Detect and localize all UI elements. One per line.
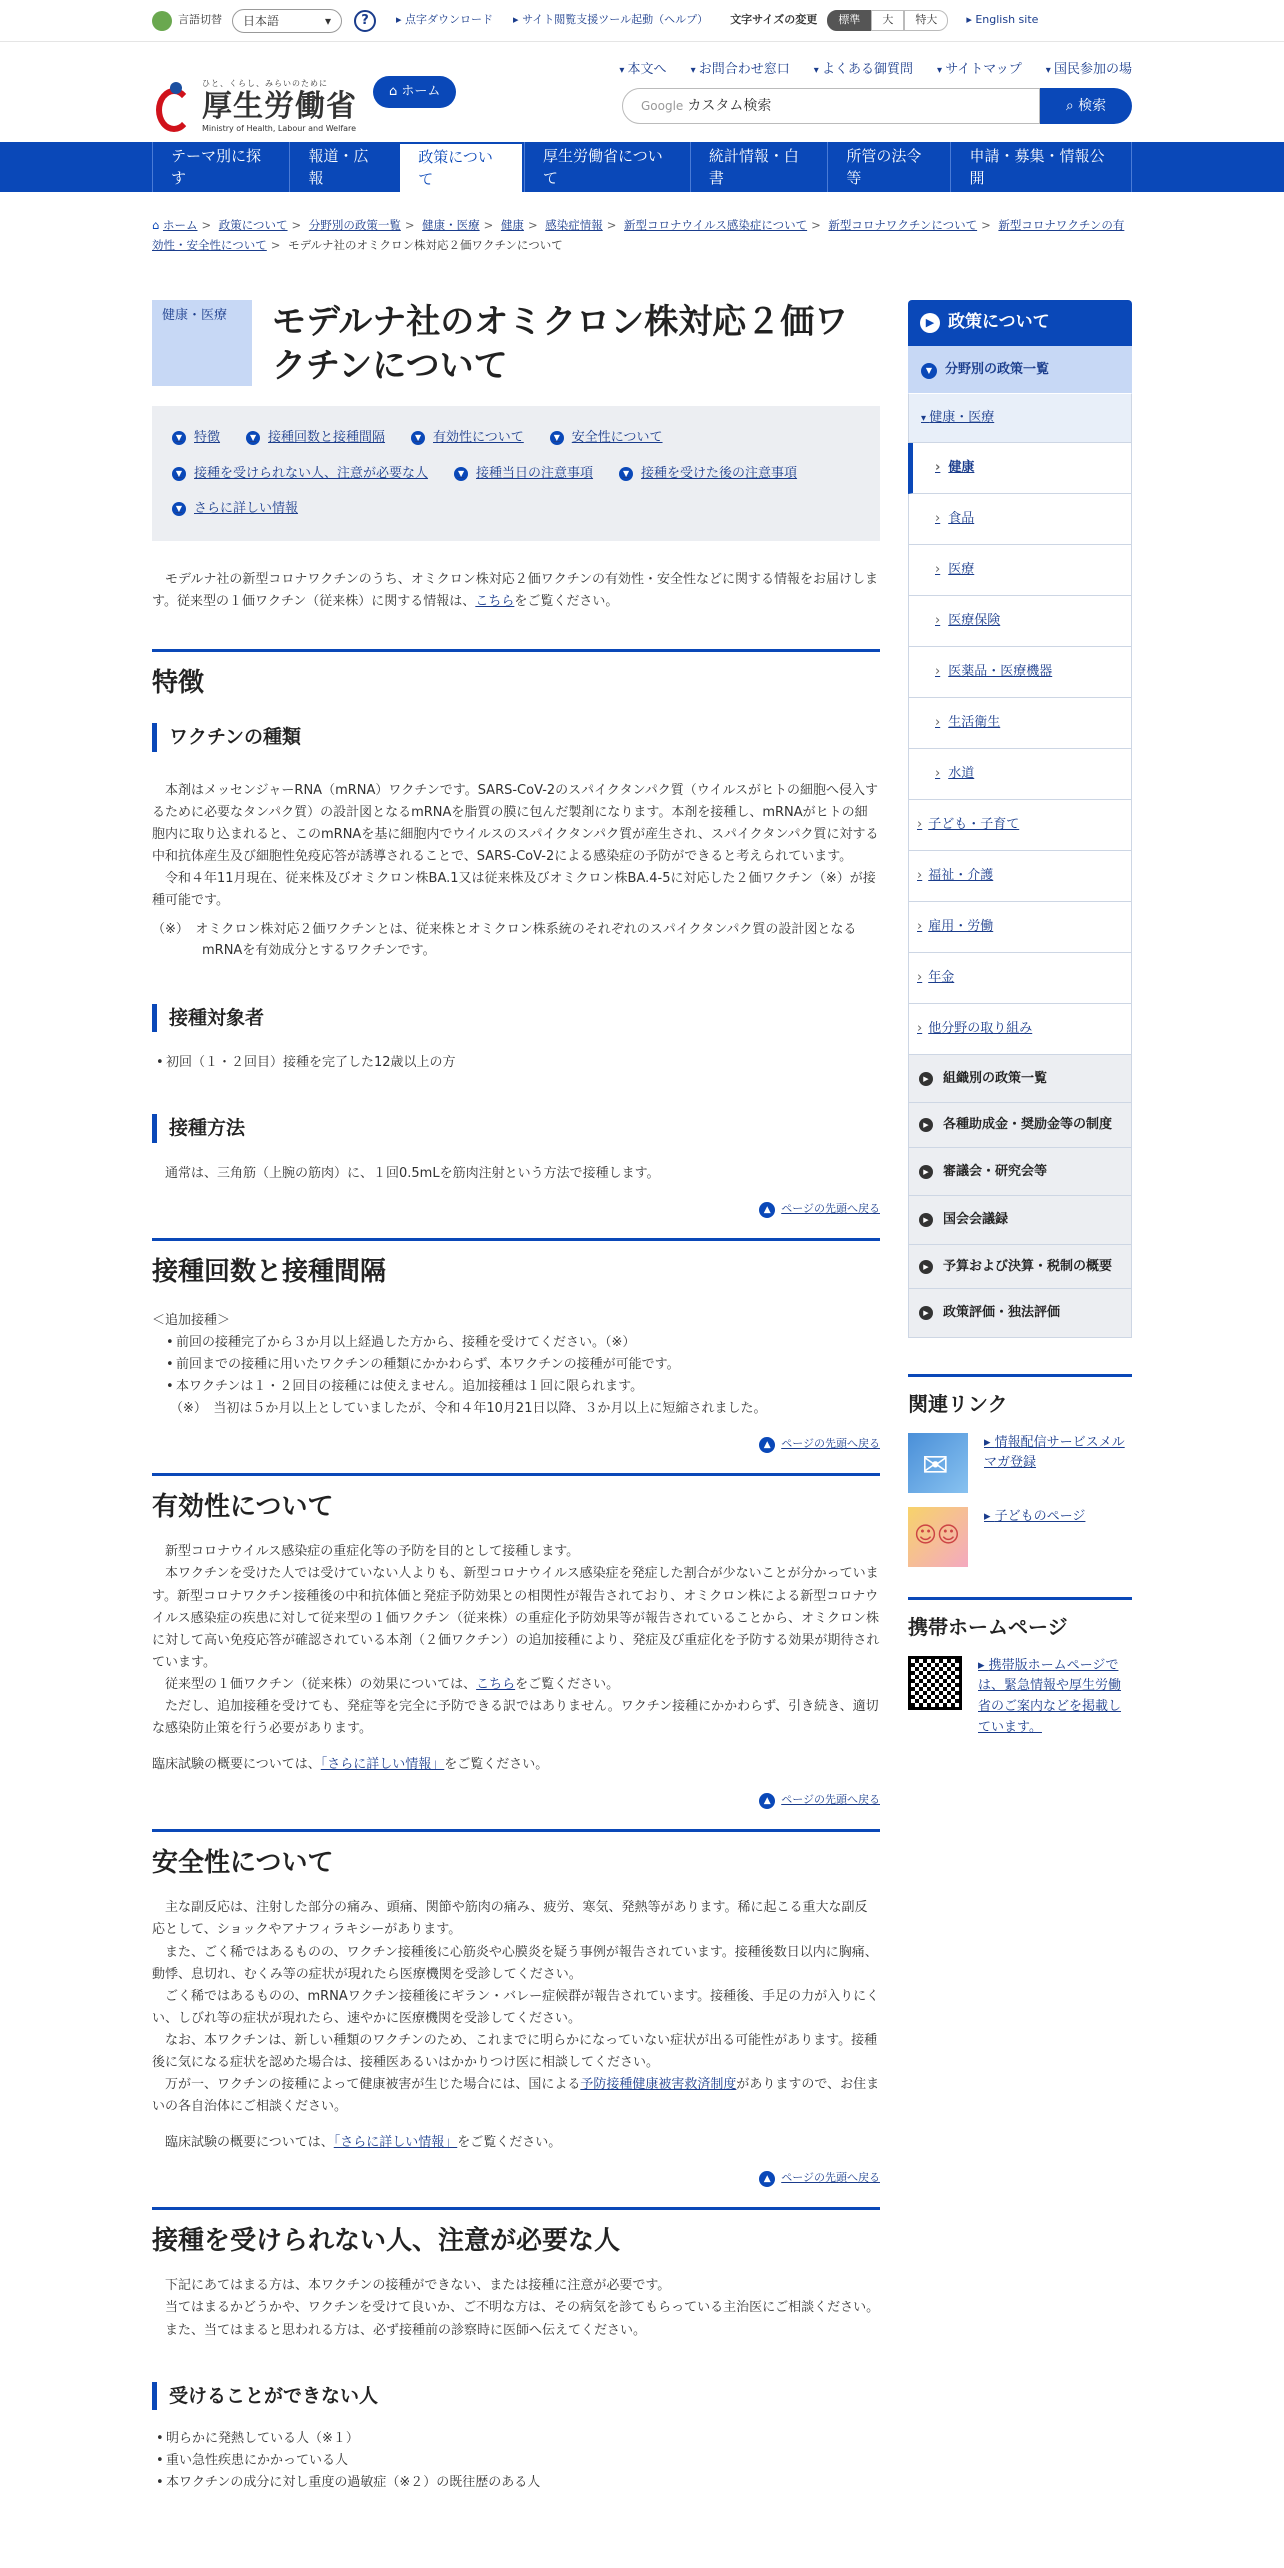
sidebar-item-medical[interactable]: › 医療 bbox=[908, 545, 1132, 596]
sidebar-item-drugs[interactable]: › 医薬品・医療機器 bbox=[908, 647, 1132, 698]
breadcrumb-item[interactable]: 政策について bbox=[218, 218, 288, 232]
search-input[interactable]: Google カスタム検索 bbox=[622, 88, 1040, 124]
qr-code-icon bbox=[908, 1656, 962, 1710]
mail-icon bbox=[908, 1433, 968, 1493]
chevron-down-icon: ▼ bbox=[172, 502, 186, 516]
chevron-right-icon: ▶ bbox=[919, 1213, 933, 1227]
nav-about[interactable]: 厚生労働省について bbox=[524, 142, 690, 192]
sidebar-group[interactable]: ▶ 組織別の政策一覧 bbox=[908, 1055, 1132, 1104]
toc-item[interactable]: ▼ 接種を受けられない人、注意が必要な人 bbox=[172, 464, 428, 484]
globe-icon bbox=[152, 11, 172, 31]
related-link[interactable]: ☺☺ ▸ 子どものページ bbox=[908, 1507, 1132, 1567]
sidebar-item-children[interactable]: › 子ども・子育て bbox=[908, 800, 1132, 851]
chevron-down-icon: ▼ bbox=[246, 431, 260, 445]
more-info-link[interactable]: 「さらに詳しい情報」 bbox=[320, 1757, 445, 1773]
global-nav bbox=[0, 142, 1284, 192]
sitemap-link[interactable]: ▾ サイトマップ bbox=[937, 60, 1022, 80]
sidebar-item-hygiene[interactable]: › 生活衛生 bbox=[908, 698, 1132, 749]
booster-label: ＜追加接種＞ bbox=[152, 1312, 231, 1328]
subheading-cannot-receive: 受けることができない人 bbox=[152, 2382, 880, 2411]
section-heading-efficacy: 有効性について bbox=[152, 1473, 880, 1527]
target-list bbox=[152, 1052, 880, 1074]
children-icon bbox=[908, 1507, 968, 1567]
toc-item[interactable]: ▼ さらに詳しい情報 bbox=[172, 499, 298, 519]
toc-item[interactable]: ▼ 有効性について bbox=[411, 428, 524, 448]
section-heading-features: 特徴 bbox=[152, 649, 880, 703]
section-heading-contraindications: 接種を受けられない人、注意が必要な人 bbox=[152, 2207, 880, 2261]
chevron-right-icon: ▶ bbox=[919, 1306, 933, 1320]
list-item: • 明らかに発熱している人（※１） bbox=[152, 2428, 880, 2450]
subheading-method: 接種方法 bbox=[152, 1114, 880, 1143]
back-to-top-link[interactable]: ▲ ページの先頭へ戻る bbox=[152, 1792, 880, 1809]
arrow-up-icon: ▲ bbox=[759, 1202, 775, 1218]
skip-to-content-link[interactable]: ▾ 本文へ bbox=[619, 60, 666, 80]
breadcrumb: ⌂ ホーム > 政策について > 分野別の政策一覧 > 健康・医療 > 健康 > 感染症情報 > 新型コロナウイルス感染症について > 新型コロナワクチンについて > 新型コロナワクチンの有効性・安全性について > モデルナ社のオミクロン株対応２価ワクチンについて bbox=[152, 218, 1125, 252]
table-of-contents bbox=[152, 406, 880, 541]
chevron-right-icon: ▶ bbox=[919, 1260, 933, 1274]
chevron-down-icon: ▼ bbox=[172, 431, 186, 445]
schedule-note: （※） 当初は５か月以上としていましたが、令和４年10月21日以降、３か月以上に短縮されました。 bbox=[170, 1401, 767, 1417]
chevron-down-icon: ▼ bbox=[172, 467, 186, 481]
subheading-target: 接種対象者 bbox=[152, 1004, 880, 1033]
breadcrumb-item[interactable]: 健康 bbox=[500, 218, 524, 232]
mobile-site-link[interactable]: ▸ 携帯版ホームページでは、緊急情報や厚生労働省のご案内などを掲載しています。 bbox=[908, 1656, 1132, 1739]
toc-item[interactable]: ▼ 接種当日の注意事項 bbox=[454, 464, 593, 484]
related-link[interactable]: ✉ ▸ 情報配信サービスメルマガ登録 bbox=[908, 1433, 1132, 1493]
sidebar-item-food[interactable]: › 食品 bbox=[908, 494, 1132, 545]
sidebar-item-pension[interactable]: › 年金 bbox=[908, 953, 1132, 1004]
toc-item[interactable]: ▼ 接種を受けた後の注意事項 bbox=[619, 464, 797, 484]
browsing-support-link[interactable]: ▸ サイト閲覧支援ツール起動（ヘルプ） bbox=[513, 12, 708, 29]
chevron-down-icon: ▼ bbox=[619, 467, 633, 481]
chevron-right-icon: ▶ bbox=[919, 1072, 933, 1086]
logo-tagline: ひと、くらし、みらいのために bbox=[202, 79, 328, 88]
related-links-heading: 関連リンク bbox=[908, 1374, 1132, 1419]
public-participation-link[interactable]: ▾ 国民参加の場 bbox=[1046, 60, 1132, 80]
main-content bbox=[152, 300, 880, 2494]
list-item: • 重い急性疾患にかかっている人 bbox=[152, 2450, 880, 2472]
language-select[interactable]: 日本語 ▾ bbox=[232, 9, 342, 33]
sidebar-group[interactable]: ▶ 政策評価・独法評価 bbox=[908, 1289, 1132, 1338]
back-to-top-link[interactable]: ▲ ページの先頭へ戻る bbox=[152, 1201, 880, 1218]
sidebar-item-insurance[interactable]: › 医療保険 bbox=[908, 596, 1132, 647]
sidebar-group[interactable]: ▶ 各種助成金・奨励金等の制度 bbox=[908, 1103, 1132, 1148]
page-title: モデルナ社のオミクロン株対応２価ワクチンについて bbox=[272, 302, 849, 387]
list-item: • 本ワクチンは１・２回目の接種には使えません。追加接種は１回に限られます。 bbox=[162, 1376, 880, 1398]
arrow-up-icon: ▲ bbox=[759, 1437, 775, 1453]
language-label: 言語切替 bbox=[178, 13, 222, 27]
relief-system-link[interactable]: 予防接種健康被害救済制度 bbox=[580, 2077, 737, 2093]
nav-laws[interactable]: 所管の法令等 bbox=[827, 142, 950, 192]
chevron-right-icon: ▶ bbox=[920, 313, 940, 333]
safety-text: 主な副反応は、注射した部分の痛み、頭痛、関節や筋肉の痛み、疲労、寒気、発熱等があります。稀に起こる重大な副反応として、ショックやアナフィラキシーがあります。 また、ごく稀ではあるものの、ワクチン接種後に心筋炎や心膜炎を疑う事例が報告されています。接種後数日以内に胸痛、動悸、息切れ、むくみ等の症状が現れたら医療機関を受診してください。 ごく稀ではあるものの、mRNAワクチン接種後にギラン・バレー症候群が報告されています。接種後、手足の力が入りにくい、しびれ等の症状が現れたら、速やかに医療機関を受診してください。 なお、本ワクチンは、新しい種類のワクチンのため、これまでに明らかになっていない症状が出る可能性があります。接種後に気になる症状を認めた場合は、接種医あるいはかかりつけ医に相談してください。 万が一、ワクチンの接種によって健康被害が生じた場合には、国による予防接種健康被害救済制度がありますので、お住まいの各自治体にご相談ください。 臨床試験の概要については、「さらに詳しい情報」をご覧ください。 bbox=[152, 1900, 880, 2151]
toc-item[interactable]: ▼ 安全性について bbox=[550, 428, 663, 448]
nav-statistics[interactable]: 統計情報・白書 bbox=[690, 142, 827, 192]
breadcrumb-item[interactable]: 新型コロナワクチンの有効性・安全性について bbox=[152, 218, 1125, 252]
english-site-link[interactable]: ▸ English site bbox=[966, 12, 1038, 29]
home-button[interactable]: ⌂ ホーム bbox=[373, 76, 456, 108]
breadcrumb-item[interactable]: 感染症情報 bbox=[545, 218, 603, 232]
sidebar-item-health[interactable]: › 健康 bbox=[908, 443, 1132, 494]
chevron-down-icon: ▾ bbox=[324, 13, 331, 28]
nav-press[interactable]: 報道・広報 bbox=[289, 142, 398, 192]
logo-name: 厚生労働省 bbox=[202, 89, 357, 124]
font-size-xlarge[interactable]: 特大 bbox=[904, 10, 948, 31]
chevron-right-icon: ▶ bbox=[919, 1118, 933, 1132]
sidebar-group[interactable]: ▶ 予算および決算・税制の概要 bbox=[908, 1245, 1132, 1290]
font-size-standard[interactable]: 標準 bbox=[827, 10, 871, 31]
nav-themes[interactable]: テーマ別に探す bbox=[152, 142, 289, 192]
section-heading-safety: 安全性について bbox=[152, 1829, 880, 1883]
contact-link[interactable]: ▾ お問合わせ窓口 bbox=[691, 60, 790, 80]
list-item: • 前回までの接種に用いたワクチンの種類にかかわらず、本ワクチンの接種が可能です。 bbox=[162, 1354, 880, 1376]
intro-text: モデルナ社の新型コロナワクチンのうち、オミクロン株対応２価ワクチンの有効性・安全性などに関する情報をお届けします。従来型の１価ワクチン（従来株）に関する情報は、こちらをご覧ください。 bbox=[152, 571, 879, 609]
logo-icon bbox=[152, 80, 196, 134]
contraindications-text: 下記にあてはまる方は、本ワクチンの接種ができない、または接種に注意が必要です。 当てはまるかどうかや、ワクチンを受けて良いか、ご不明な方は、その病気を診てもらっている主治医にご相談ください。 また、当てはまると思われる方は、必ず接種前の診察時に医師へ伝えてください。 bbox=[165, 2278, 880, 2338]
toc-item[interactable]: ▼ 特徴 bbox=[172, 428, 220, 448]
vaccine-note: （※） オミクロン株対応２価ワクチンとは、従来株とオミクロン株系統のそれぞれのスパイクタンパク質の設計図となるmRNAを有効成分とするワクチンです。 bbox=[152, 922, 857, 958]
list-item: • 本ワクチンの成分に対し重度の過敏症（※２）の既往歴のある人 bbox=[152, 2472, 880, 2494]
toc-item[interactable]: ▼ 接種回数と接種間隔 bbox=[246, 428, 385, 448]
sidebar-header[interactable]: ▶ 政策について bbox=[908, 300, 1132, 346]
sidebar-group[interactable]: ▶ 審議会・研究会等 bbox=[908, 1148, 1132, 1197]
intro-link[interactable]: こちら bbox=[475, 593, 515, 609]
braille-download-link[interactable]: ▸ 点字ダウンロード bbox=[396, 12, 493, 29]
efficacy-text: 新型コロナウイルス感染症の重症化等の予防を目的として接種します。 本ワクチンを受けた人では受けていない人よりも、新型コロナウイルス感染症を発症した割合が少ないことが分かっています。新型コロナワクチン接種後の中和抗体価と発症予防効果との相関性が報告されており、オミクロン株による新型コロナウイルス感染症の疾患に対して従来型の１価ワクチン（従来株）の重症化予防効果等が報告されていることから、オミクロン株に対して高い免疫応答が確認されている本剤（２価ワクチン）の追加接種により、発症及び重症化を予防する効果が期待されています。 従来型の１価ワクチン（従来株）の効果については、こちらをご覧ください。 ただし、追加接種を受けても、発症等を完全に予防できる訳ではありません。ワクチン接種にかかわらず、引き続き、適切な感染防止策を行う必要があります。 臨床試験の概要については、「さらに詳しい情報」をご覧ください。 bbox=[152, 1544, 880, 1773]
sidebar-health-medical[interactable]: ▾ 健康・医療 bbox=[908, 394, 1132, 443]
nav-policy[interactable]: 政策について bbox=[398, 142, 524, 192]
breadcrumb-item[interactable]: 分野別の政策一覧 bbox=[308, 218, 401, 232]
efficacy-link[interactable]: こちら bbox=[476, 1676, 516, 1692]
nav-applications[interactable]: 申請・募集・情報公開 bbox=[950, 142, 1132, 192]
subheading-vaccine-type: ワクチンの種類 bbox=[152, 723, 880, 752]
chevron-down-icon: ▼ bbox=[454, 467, 468, 481]
home-icon: ⌂ bbox=[152, 218, 160, 232]
sidebar-item-other[interactable]: › 他分野の取り組み bbox=[908, 1004, 1132, 1055]
vaccine-type-text: 本剤はメッセンジャーRNA（mRNA）ワクチンです。SARS-CoV-2のスパイクタンパク質（ウイルスがヒトの細胞へ侵入するために必要なタンパク質）の設計図となるmRNAを脂質の膜に包んだ製剤になります。本剤を接種し、mRNAがヒトの細胞内に取り込まれると、このmRNAを基に細胞内でウイルスのスパイクタンパク質が産生され、スパイクタンパク質に対する中和抗体産生及び細胞性免疫応答が誘導されることで、SARS-CoV-2による感染症の予防ができると考えられています。 令和４年11月現在、従来株及びオミクロン株BA.1又は従来株及びオミクロン株BA.4-5に対応した２価ワクチン（※）が接種可能です。 bbox=[152, 782, 879, 909]
breadcrumb-item[interactable]: 新型コロナウイルス感染症について bbox=[624, 218, 808, 232]
method-text: 通常は、三角筋（上腕の筋肉）に、１回0.5mLを筋肉注射という方法で接種します。 bbox=[165, 1165, 660, 1181]
breadcrumb-item[interactable]: 健康・医療 bbox=[422, 218, 480, 232]
mobile-site-heading: 携帯ホームページ bbox=[908, 1597, 1132, 1642]
arrow-up-icon: ▲ bbox=[759, 2171, 775, 2187]
sidebar bbox=[908, 300, 1132, 1739]
search-icon: ⌕ bbox=[1065, 97, 1079, 114]
chevron-down-icon: ▼ bbox=[411, 431, 425, 445]
section-heading-schedule: 接種回数と接種間隔 bbox=[152, 1238, 880, 1292]
sidebar-item-employment[interactable]: › 雇用・労働 bbox=[908, 902, 1132, 953]
sidebar-item-welfare[interactable]: › 福祉・介護 bbox=[908, 851, 1132, 902]
more-info-link[interactable]: 「さらに詳しい情報」 bbox=[333, 2135, 458, 2151]
site-logo[interactable] bbox=[152, 78, 357, 135]
chevron-right-icon: ▶ bbox=[919, 1165, 933, 1179]
font-size-toggle bbox=[827, 10, 948, 31]
category-label: 健康・医療 bbox=[152, 300, 252, 386]
help-icon[interactable]: ? bbox=[354, 10, 376, 32]
sidebar-group[interactable]: ▶ 国会会議録 bbox=[908, 1196, 1132, 1245]
schedule-list bbox=[152, 1332, 880, 1398]
sidebar-item-water[interactable]: › 水道 bbox=[908, 749, 1132, 800]
breadcrumb-item[interactable]: 新型コロナワクチンについて bbox=[828, 218, 978, 232]
search-form bbox=[622, 88, 1132, 124]
site-header bbox=[0, 42, 1284, 142]
list-item: • 前回の接種完了から３か月以上経過した方から、接種を受けてください。（※） bbox=[162, 1332, 880, 1354]
breadcrumb-current: モデルナ社のオミクロン株対応２価ワクチンについて bbox=[288, 237, 563, 252]
cannot-receive-list bbox=[152, 2428, 880, 2494]
chevron-down-icon: ▼ bbox=[921, 363, 937, 379]
breadcrumb-item[interactable]: ホーム bbox=[162, 218, 198, 232]
chevron-down-icon: ▼ bbox=[550, 431, 564, 445]
font-size-large[interactable]: 大 bbox=[871, 10, 904, 31]
font-size-label: 文字サイズの変更 bbox=[730, 13, 818, 27]
back-to-top-link[interactable]: ▲ ページの先頭へ戻る bbox=[152, 2170, 880, 2187]
faq-link[interactable]: ▾ よくある御質問 bbox=[814, 60, 913, 80]
arrow-up-icon: ▲ bbox=[759, 1793, 775, 1809]
list-item: • 初回（１・２回目）接種を完了した12歳以上の方 bbox=[152, 1052, 880, 1074]
utility-bar bbox=[0, 0, 1284, 42]
logo-english: Ministry of Health, Labour and Welfare bbox=[202, 124, 357, 133]
search-button[interactable]: ⌕ 検索 bbox=[1040, 88, 1132, 124]
sidebar-policy-list[interactable]: ▼ 分野別の政策一覧 bbox=[908, 346, 1132, 395]
back-to-top-link[interactable]: ▲ ページの先頭へ戻る bbox=[152, 1436, 880, 1453]
header-links bbox=[595, 60, 1132, 80]
